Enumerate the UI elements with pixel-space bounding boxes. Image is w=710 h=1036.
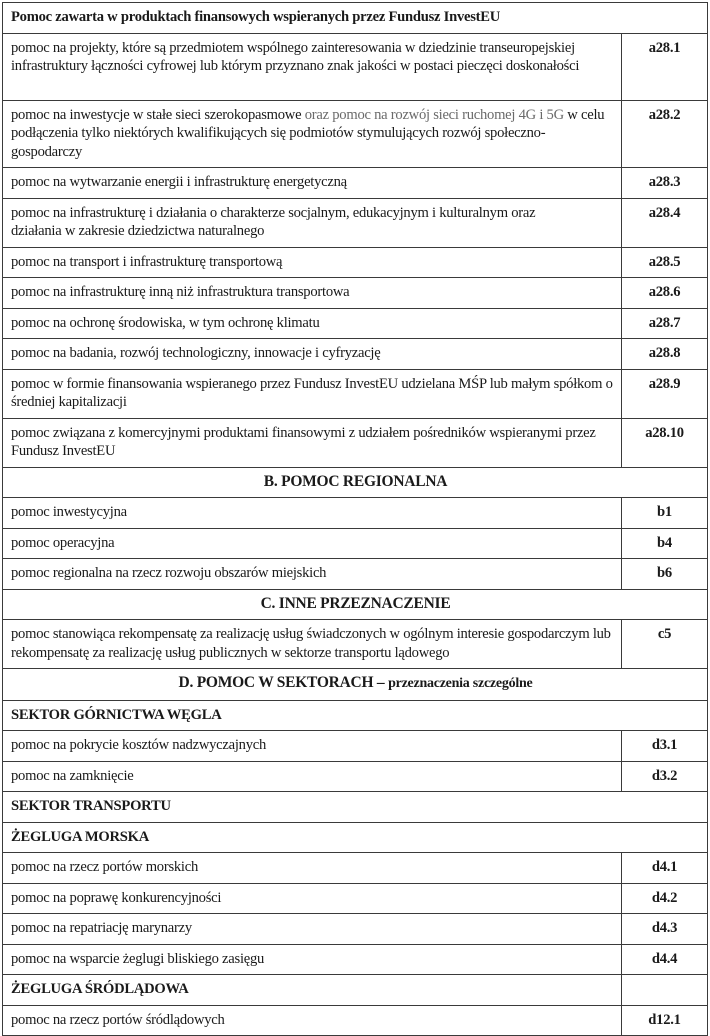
row-description: pomoc na pokrycie kosztów nadzwyczajnych	[3, 731, 622, 762]
table-row	[3, 33, 708, 100]
table-row	[3, 100, 708, 168]
table-row	[3, 761, 708, 792]
table-row	[3, 731, 708, 762]
row-description: pomoc w formie finansowania wspieranego przez Fundusz InvestEU udzielana MŚP lub małym spółkom o średniej kapitalizacji	[3, 369, 622, 418]
transport-sector-header-row	[3, 792, 708, 823]
coal-sector-header-row	[3, 700, 708, 731]
table-row	[3, 620, 708, 669]
section-b-title: B. POMOC REGIONALNA	[3, 467, 708, 498]
row-code: a28.8	[622, 339, 708, 370]
table-row	[3, 559, 708, 590]
row-description: pomoc na wytwarzanie energii i infrastrukturę energetyczną	[3, 168, 622, 199]
row-code: c5	[622, 620, 708, 669]
row-description: pomoc na rzecz portów morskich	[3, 853, 622, 884]
inland-header-row	[3, 975, 708, 1006]
row-description	[3, 198, 622, 247]
row-code: a28.4	[622, 198, 708, 247]
row-code: b4	[622, 528, 708, 559]
row-description: pomoc na infrastrukturę inną niż infrastruktura transportowa	[3, 278, 622, 309]
row-description: pomoc na poprawę konkurencyjności	[3, 883, 622, 914]
table-row	[3, 339, 708, 370]
table-row	[3, 308, 708, 339]
section-d-title-main: D. POMOC W SEKTORACH –	[178, 674, 385, 691]
section-b-header-row	[3, 467, 708, 498]
section-d-title	[3, 669, 708, 701]
section-c-header-row	[3, 589, 708, 620]
invest-eu-header-row	[3, 3, 708, 34]
table-row	[3, 418, 708, 467]
table-row	[3, 278, 708, 309]
aid-purpose-table	[2, 2, 708, 1036]
row-code: a28.3	[622, 168, 708, 199]
row-description: pomoc na transport i infrastrukturę transportową	[3, 247, 622, 278]
maritime-title: ŻEGLUGA MORSKA	[3, 822, 708, 853]
inland-code-empty	[622, 975, 708, 1006]
row-description: pomoc na wsparcie żeglugi bliskiego zasięgu	[3, 944, 622, 975]
table-row	[3, 247, 708, 278]
table-row	[3, 198, 708, 247]
row-code: d3.1	[622, 731, 708, 762]
section-d-header-row	[3, 669, 708, 701]
row-description-main: pomoc na inwestycje w stałe sieci szerokopasmowe	[11, 106, 302, 123]
row-description: pomoc na zamknięcie	[3, 761, 622, 792]
row-code: a28.7	[622, 308, 708, 339]
row-code: d12.1	[622, 1005, 708, 1036]
row-code: a28.6	[622, 278, 708, 309]
section-d-title-sub: przeznaczenia szczególne	[388, 676, 533, 691]
row-code: d4.3	[622, 914, 708, 945]
row-code: a28.5	[622, 247, 708, 278]
row-code: b1	[622, 498, 708, 529]
row-description: pomoc inwestycyjna	[3, 498, 622, 529]
row-description-muted: oraz pomoc na rozwój sieci ruchomej 4G i 5G	[304, 106, 564, 123]
aid-purpose-table-page	[2, 2, 707, 1036]
row-code: a28.1	[622, 33, 708, 100]
row-description: pomoc związana z komercyjnymi produktami finansowymi z udziałem pośredników wspieranymi przez Fundusz InvestEU	[3, 418, 622, 467]
row-description-text: pomoc na infrastrukturę i działania o charakterze socjalnym, edukacyjnym i kulturalnym oraz działania w zakresie dziedzictwa naturalnego	[11, 204, 536, 239]
row-description: pomoc na ochronę środowiska, w tym ochronę klimatu	[3, 308, 622, 339]
row-code: a28.10	[622, 418, 708, 467]
row-code: d4.4	[622, 944, 708, 975]
row-code: a28.2	[622, 100, 708, 168]
row-description-tail: w celu podłączenia tylko niektórych kwalifikujących się podmiotów stymulujących rozwój społeczno-gospodarczy	[11, 106, 605, 160]
table-row	[3, 168, 708, 199]
table-row	[3, 853, 708, 884]
inland-title: ŻEGLUGA ŚRÓDLĄDOWA	[3, 975, 622, 1006]
table-row	[3, 1005, 708, 1036]
row-description: pomoc na projekty, które są przedmiotem wspólnego zainteresowania w dziedzinie transeuropejskiej infrastruktury łączności cyfrowej lub którym przyznano znak jakości w postaci pieczęci doskonałości	[3, 33, 622, 100]
row-code: a28.9	[622, 369, 708, 418]
section-c-title: C. INNE PRZEZNACZENIE	[3, 589, 708, 620]
row-description: pomoc operacyjna	[3, 528, 622, 559]
row-code: d3.2	[622, 761, 708, 792]
transport-sector-title: SEKTOR TRANSPORTU	[3, 792, 708, 823]
row-description: pomoc na badania, rozwój technologiczny, innowacje i cyfryzację	[3, 339, 622, 370]
table-row	[3, 369, 708, 418]
invest-eu-header: Pomoc zawarta w produktach finansowych wspieranych przez Fundusz InvestEU	[3, 3, 708, 34]
row-description: pomoc na rzecz portów śródlądowych	[3, 1005, 622, 1036]
maritime-header-row	[3, 822, 708, 853]
table-row	[3, 528, 708, 559]
row-code: b6	[622, 559, 708, 590]
row-description: pomoc stanowiąca rekompensatę za realizację usług świadczonych w ogólnym interesie gospodarczym lub rekompensatę za realizację usług publicznych w sektorze transportu lądowego	[3, 620, 622, 669]
table-row	[3, 944, 708, 975]
row-description	[3, 100, 622, 168]
row-code: d4.2	[622, 883, 708, 914]
row-code: d4.1	[622, 853, 708, 884]
table-row	[3, 883, 708, 914]
table-row	[3, 914, 708, 945]
row-description: pomoc na repatriację marynarzy	[3, 914, 622, 945]
coal-sector-title: SEKTOR GÓRNICTWA WĘGLA	[3, 700, 708, 731]
row-description: pomoc regionalna na rzecz rozwoju obszarów miejskich	[3, 559, 622, 590]
table-row	[3, 498, 708, 529]
